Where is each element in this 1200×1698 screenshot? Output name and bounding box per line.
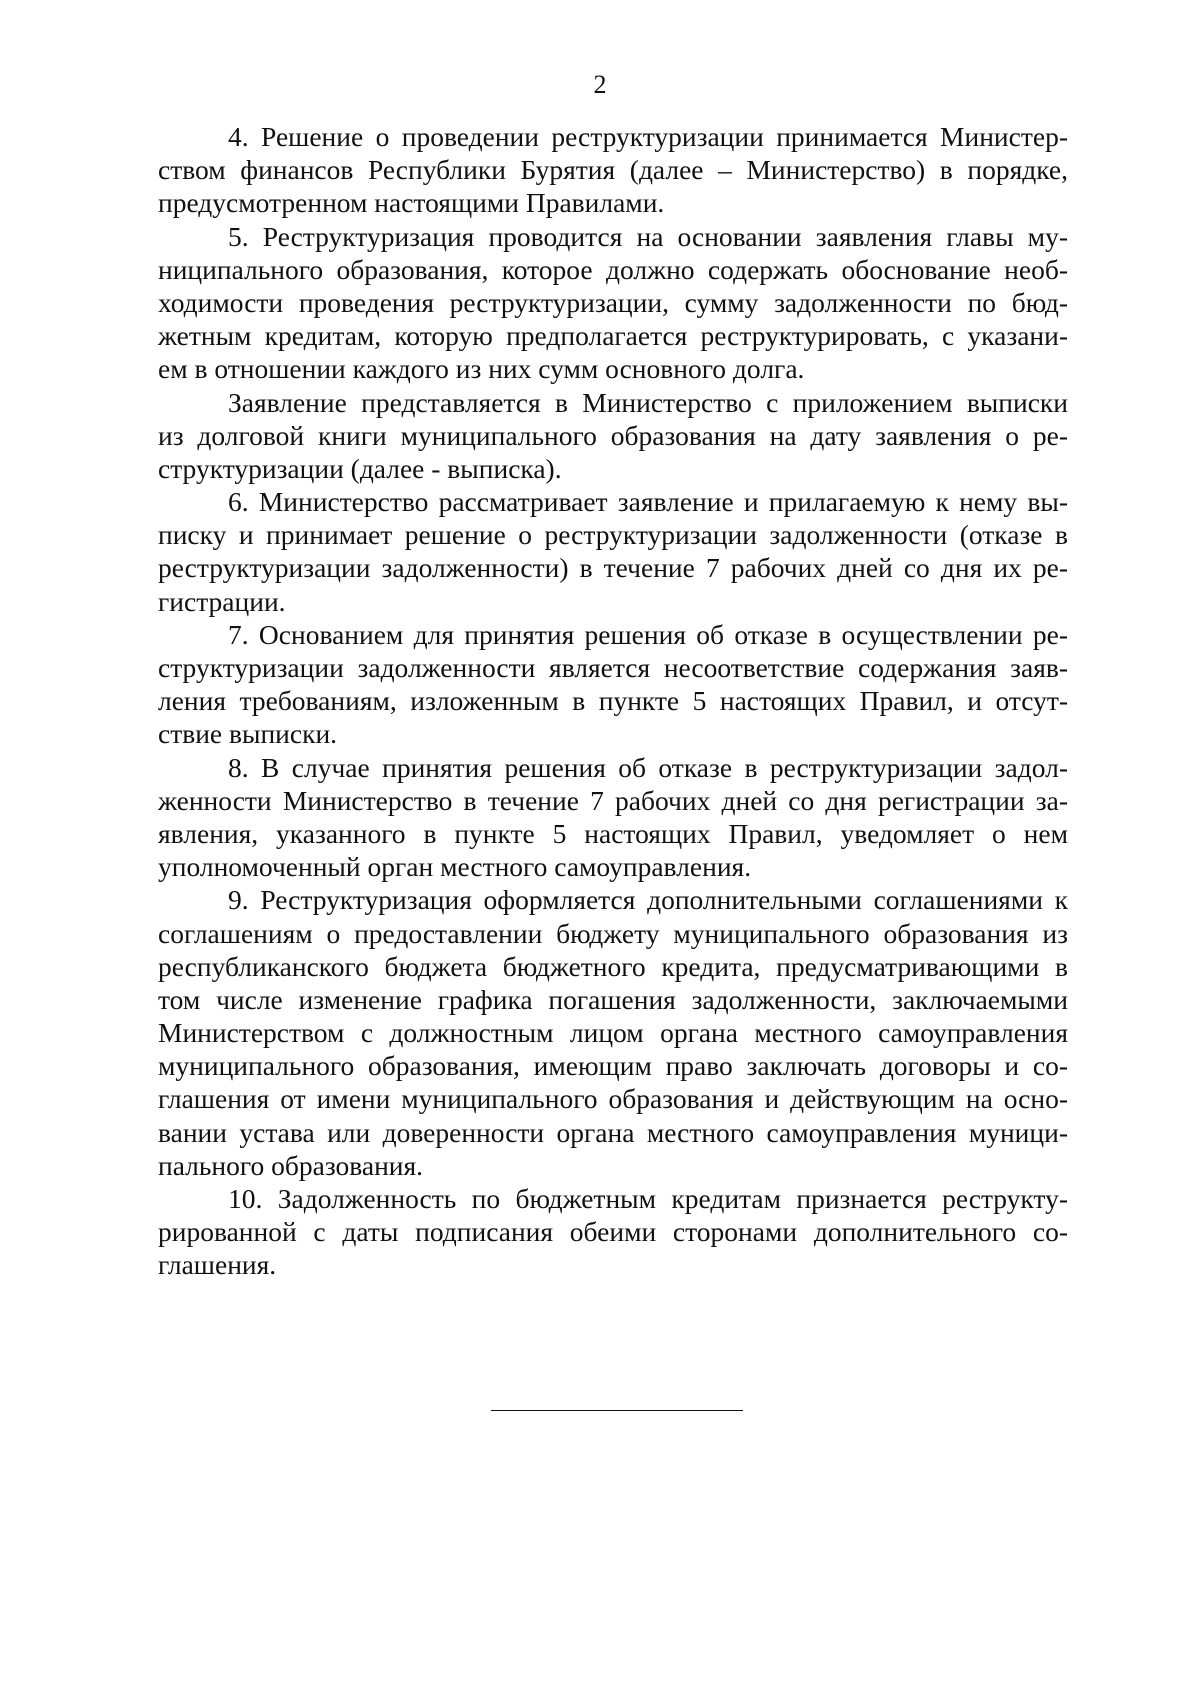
text-line: структуризации задолженности является несоответствие содержания заяв- bbox=[158, 652, 1068, 683]
text-line: 5. Реструктуризация проводится на основании заявления главы му- bbox=[228, 220, 1068, 252]
text-line: Министерством с должностным лицом органа местного самоуправления bbox=[158, 1017, 1068, 1049]
text-line: реструктуризации задолженности) в течение 7 рабочих дней со дня их ре- bbox=[158, 552, 1068, 584]
text-line: 8. В случае принятия решения об отказе в реструктуризации задол- bbox=[228, 751, 1068, 783]
text-line: жетным кредитам, которую предполагается реструктурировать, с указани- bbox=[158, 320, 1068, 352]
text-line: уполномоченный орган местного самоуправления. bbox=[158, 851, 752, 883]
text-line: ходимости проведения реструктуризации, сумму задолженности по бюд- bbox=[158, 286, 1068, 318]
text-line: структуризации (далее - выписка). bbox=[158, 452, 562, 484]
text-line: женности Министерство в течение 7 рабочих дней со дня регистрации за- bbox=[158, 784, 1068, 816]
paragraph-5 bbox=[158, 220, 1068, 386]
text-line: соглашениям о предоставлении бюджету муниципального образования из bbox=[158, 917, 1068, 949]
paragraph-8 bbox=[158, 751, 1068, 884]
text-line: ством финансов Республики Бурятия (далее – Министерство) в порядке, bbox=[158, 154, 1068, 186]
text-line: ниципального образования, которое должно содержать обоснование необ- bbox=[158, 253, 1068, 285]
text-line: 6. Министерство рассматривает заявление и прилагаемую к нему вы- bbox=[228, 486, 1068, 518]
text-line: гистрации. bbox=[158, 585, 286, 617]
text-line: из долговой книги муниципального образования на дату заявления о ре- bbox=[158, 419, 1068, 451]
text-line: рированной с даты подписания обеими сторонами дополнительного со- bbox=[158, 1216, 1068, 1248]
document-body bbox=[158, 120, 1068, 1282]
paragraph-9 bbox=[158, 883, 1068, 1182]
text-line: ствие выписки. bbox=[158, 718, 338, 750]
paragraph-4 bbox=[158, 120, 1068, 220]
text-line: 7. Основанием для принятия решения об отказе в осуществлении ре- bbox=[228, 618, 1068, 650]
paragraph-5-continuation bbox=[158, 386, 1068, 486]
text-line: явления, указанного в пункте 5 настоящих Правил, уведомляет о нем bbox=[158, 817, 1068, 849]
text-line: глашения от имени муниципального образования и действующим на осно- bbox=[158, 1083, 1068, 1115]
page-number: 2 bbox=[593, 70, 607, 99]
text-line: 10. Задолженность по бюджетным кредитам признается реструкту- bbox=[228, 1183, 1068, 1214]
text-line: республиканского бюджета бюджетного кредита, предусматривающими в bbox=[158, 950, 1068, 982]
paragraph-7 bbox=[158, 618, 1068, 751]
text-line: глашения. bbox=[158, 1249, 277, 1281]
text-line: вании устава или доверенности органа местного самоуправления муници- bbox=[158, 1116, 1068, 1148]
end-divider-line bbox=[491, 1410, 743, 1411]
text-line: 4. Решение о проведении реструктуризации принимается Министер- bbox=[228, 121, 1068, 152]
paragraph-6 bbox=[158, 485, 1068, 618]
text-line: муниципального образования, имеющим право заключать договоры и со- bbox=[158, 1050, 1068, 1082]
text-line: ления требованиям, изложенным в пункте 5 настоящих Правил, и отсут- bbox=[158, 685, 1068, 717]
text-line: том числе изменение графика погашения задолженности, заключаемыми bbox=[158, 983, 1068, 1015]
paragraph-10 bbox=[158, 1182, 1068, 1282]
text-line: Заявление представляется в Министерство с приложением выписки bbox=[228, 386, 1068, 418]
text-line: писку и принимает решение о реструктуризации задолженности (отказе в bbox=[158, 519, 1068, 551]
text-line: предусмотренном настоящими Правилами. bbox=[158, 187, 665, 219]
text-line: пального образования. bbox=[158, 1149, 424, 1181]
text-line: 9. Реструктуризация оформляется дополнительными соглашениями к bbox=[228, 884, 1068, 916]
text-line: ем в отношении каждого из них сумм основного долга. bbox=[158, 353, 805, 385]
